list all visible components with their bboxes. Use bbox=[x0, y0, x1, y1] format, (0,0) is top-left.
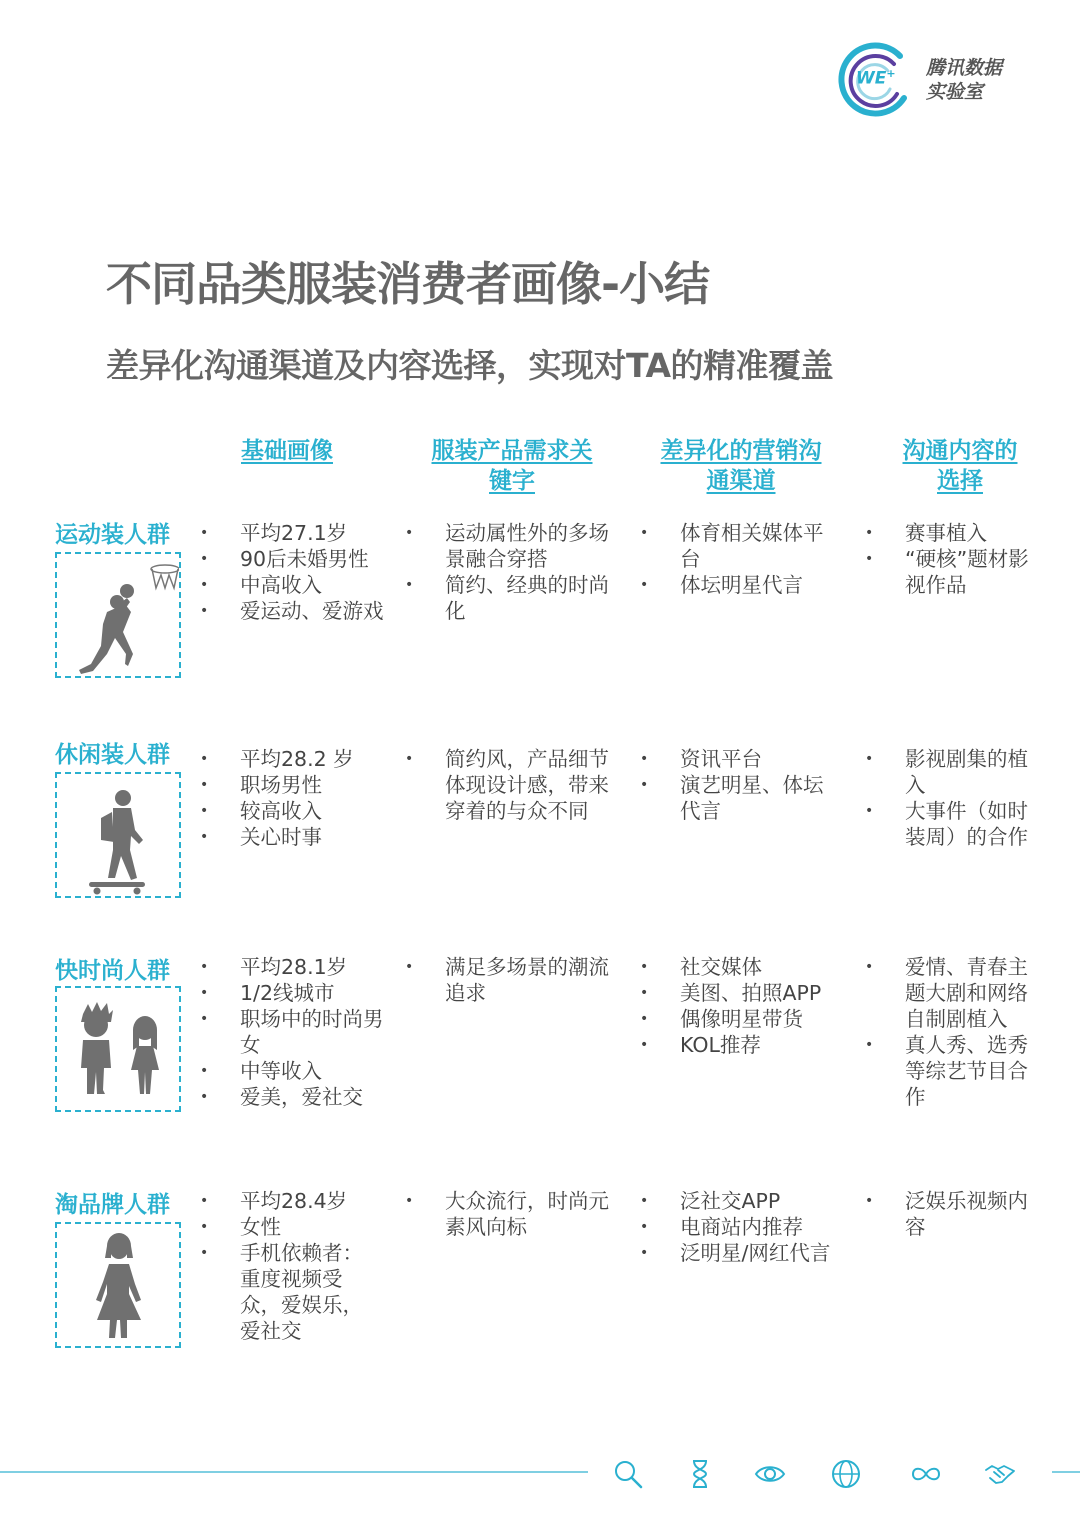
list-item: • 爱情、青春主题大剧和网络自制剧植入 bbox=[865, 954, 1045, 1032]
segment-figure-box bbox=[55, 772, 181, 898]
list-item: • 大众流行，时尚元素风向标 bbox=[405, 1188, 610, 1240]
list-item: • 真人秀、选秀等综艺节目合作 bbox=[865, 1032, 1045, 1110]
segment-sportswear-keywords bbox=[405, 520, 610, 624]
list-item: • 较高收入 bbox=[200, 798, 390, 824]
logo-mark: WE+ bbox=[856, 67, 896, 89]
segment-sportswear-profile bbox=[200, 520, 390, 624]
column-header-basic-profile: 基础画像 bbox=[241, 438, 333, 464]
segment-label-sportswear: 运动装人群 bbox=[55, 522, 170, 548]
column-header-content-choice: 沟通内容的 选择 bbox=[902, 438, 1018, 494]
list-item: • 体育相关媒体平台 bbox=[640, 520, 840, 572]
list-item: • 平均27.1岁 bbox=[200, 520, 390, 546]
page-title: 不同品类服装消费者画像-小结 bbox=[106, 257, 710, 311]
list-item: • KOL推荐 bbox=[640, 1032, 850, 1058]
list-item: • 中高收入 bbox=[200, 572, 390, 598]
segment-casualwear-channels bbox=[640, 746, 840, 824]
list-item: • 平均28.4岁 bbox=[200, 1188, 380, 1214]
logo-text: 腾讯数据 实验室 bbox=[926, 57, 1003, 103]
list-item: • 演艺明星、体坛代言 bbox=[640, 772, 840, 824]
list-item: • 关心时事 bbox=[200, 824, 390, 850]
segment-fast-fashion-channels bbox=[640, 954, 850, 1058]
list-item: • 大事件（如时装周）的合作 bbox=[865, 798, 1045, 850]
segment-figure-box bbox=[55, 986, 181, 1112]
skateboarder-icon bbox=[57, 774, 179, 896]
list-item: • 泛娱乐视频内容 bbox=[865, 1188, 1045, 1240]
list-item: • 资讯平台 bbox=[640, 746, 840, 772]
list-item: • 职场中的时尚男女 bbox=[200, 1006, 390, 1058]
segment-taobao-brand-channels bbox=[640, 1188, 850, 1266]
list-item: • 满足多场景的潮流追求 bbox=[405, 954, 610, 1006]
infinity-icon bbox=[910, 1458, 942, 1490]
list-item: • 电商站内推荐 bbox=[640, 1214, 850, 1240]
list-item: • 偶像明星带货 bbox=[640, 1006, 850, 1032]
segment-casualwear-keywords bbox=[405, 746, 610, 824]
brand-logo bbox=[838, 42, 1018, 118]
list-item: • 1/2线城市 bbox=[200, 980, 390, 1006]
list-item: • 简约风，产品细节体现设计感，带来穿着的与众不同 bbox=[405, 746, 610, 824]
segment-fast-fashion-content bbox=[865, 954, 1045, 1110]
segment-taobao-brand-content bbox=[865, 1188, 1045, 1240]
list-item: • 中等收入 bbox=[200, 1058, 390, 1084]
segment-sportswear-content bbox=[865, 520, 1045, 598]
list-item: • 泛社交APP bbox=[640, 1188, 850, 1214]
list-item: • 泛明星/网红代言 bbox=[640, 1240, 850, 1266]
column-header-product-keywords: 服装产品需求关 键字 bbox=[431, 438, 593, 494]
list-item: • 简约、经典的时尚化 bbox=[405, 572, 610, 624]
segment-casualwear-profile bbox=[200, 746, 390, 850]
list-item: • 90后未婚男性 bbox=[200, 546, 390, 572]
list-item: • 爱美，爱社交 bbox=[200, 1084, 390, 1110]
list-item: • 影视剧集的植入 bbox=[865, 746, 1045, 798]
list-item: • 女性 bbox=[200, 1214, 380, 1240]
list-item: • “硬核”题材影视作品 bbox=[865, 546, 1045, 598]
segment-label-casualwear: 休闲装人群 bbox=[55, 742, 170, 768]
segment-taobao-brand-profile bbox=[200, 1188, 380, 1344]
handshake-icon bbox=[984, 1458, 1016, 1490]
segment-casualwear-content bbox=[865, 746, 1045, 850]
footer-divider bbox=[1052, 1471, 1080, 1473]
list-item: • 爱运动、爱游戏 bbox=[200, 598, 390, 624]
segment-figure-box bbox=[55, 552, 181, 678]
search-icon bbox=[612, 1458, 644, 1490]
basketball-player-icon bbox=[57, 554, 179, 676]
woman-icon bbox=[57, 1224, 179, 1346]
segment-fast-fashion-profile bbox=[200, 954, 390, 1110]
column-header-marketing-channels: 差异化的营销沟 通渠道 bbox=[660, 438, 822, 494]
list-item: • 手机依赖者：重度视频受众，爱娱乐，爱社交 bbox=[200, 1240, 380, 1344]
list-item: • 职场男性 bbox=[200, 772, 390, 798]
footer-divider bbox=[0, 1471, 588, 1473]
list-item: • 美图、拍照APP bbox=[640, 980, 850, 1006]
page-subtitle: 差异化沟通渠道及内容选择，实现对TA的精准覆盖 bbox=[106, 346, 833, 385]
segment-sportswear-channels bbox=[640, 520, 840, 598]
segment-fast-fashion-keywords bbox=[405, 954, 610, 1006]
list-item: • 社交媒体 bbox=[640, 954, 850, 980]
globe-icon bbox=[830, 1458, 862, 1490]
segment-label-fast-fashion: 快时尚人群 bbox=[55, 958, 170, 984]
segment-label-taobao-brand: 淘品牌人群 bbox=[55, 1192, 170, 1218]
list-item: • 赛事植入 bbox=[865, 520, 1045, 546]
list-item: • 运动属性外的多场景融合穿搭 bbox=[405, 520, 610, 572]
hourglass-icon bbox=[684, 1458, 716, 1490]
list-item: • 平均28.2 岁 bbox=[200, 746, 390, 772]
young-couple-icon bbox=[57, 988, 179, 1110]
eye-icon bbox=[754, 1458, 786, 1490]
list-item: • 平均28.1岁 bbox=[200, 954, 390, 980]
list-item: • 体坛明星代言 bbox=[640, 572, 840, 598]
segment-figure-box bbox=[55, 1222, 181, 1348]
segment-taobao-brand-keywords bbox=[405, 1188, 610, 1240]
